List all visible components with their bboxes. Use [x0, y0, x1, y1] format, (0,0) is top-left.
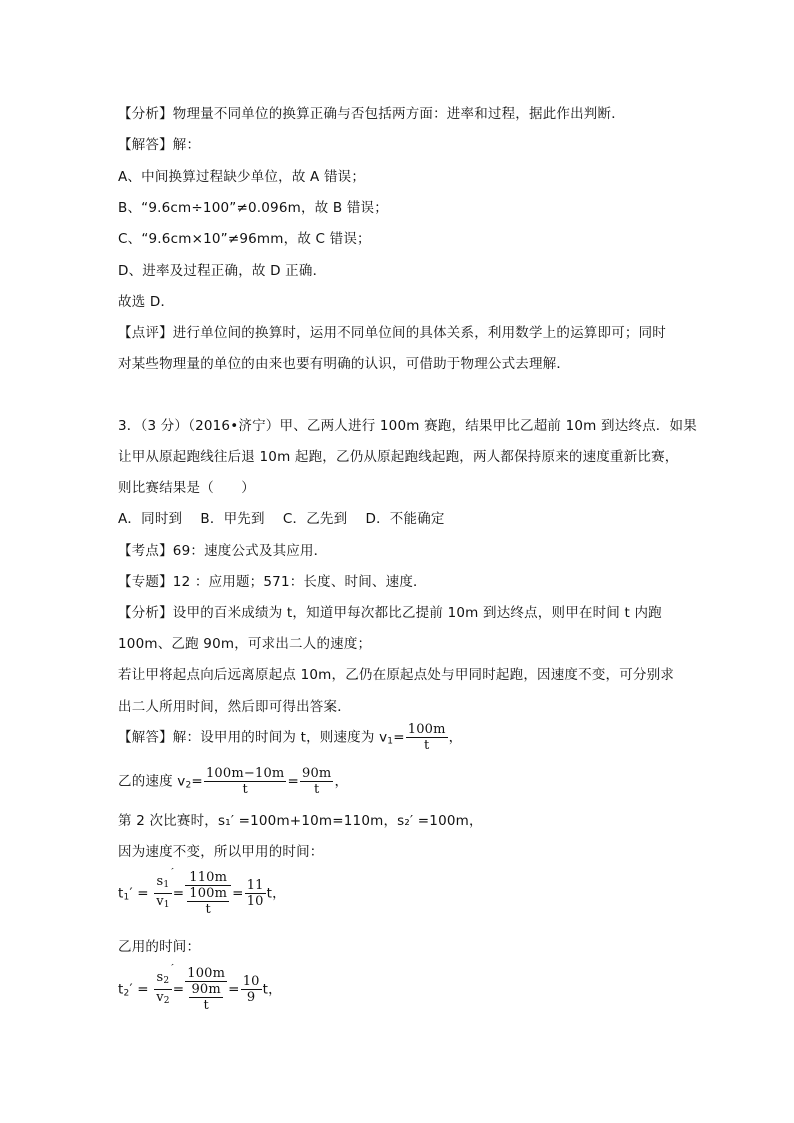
analysis2-line-1: 【分析】设甲的百米成绩为 t，知道甲每次都比乙提前 10m 到达终点，则甲在时间 t 内跑 — [118, 605, 662, 621]
comment-line-1: 【点评】进行单位间的换算时，运用不同单位间的具体关系，利用数学上的运算即可；同时 — [118, 325, 666, 341]
solution-line-2 — [118, 766, 348, 797]
inner-numerator: 100m — [189, 886, 228, 901]
inner-fraction — [189, 982, 222, 1013]
compound-fraction — [185, 966, 227, 1013]
subscript: 1 — [387, 736, 394, 747]
variable: t — [118, 981, 124, 998]
question-line-3: 则比赛结果是（ ） — [118, 480, 255, 496]
fraction-denominator: t — [313, 782, 320, 797]
fraction-numerator: 100m — [187, 966, 226, 981]
equals-sign: = — [172, 885, 185, 902]
answer-option-d: D、进率及过程正确，故 D 正确． — [118, 263, 327, 279]
fraction — [241, 974, 262, 1005]
inner-numerator: 90m — [191, 982, 221, 997]
fraction-s-over-v — [154, 962, 175, 1009]
solution-line-3: 第 2 次比赛时，s₁′ =100m+10m=110m，s₂′ =100m， — [118, 813, 483, 829]
symbol-s: s — [156, 970, 164, 985]
fraction-denominator — [154, 990, 171, 1009]
choice-line: 故选 D． — [118, 294, 175, 310]
answer-heading: 【解答】解： — [118, 137, 201, 153]
symbol-v: v — [156, 894, 164, 909]
equals-sign: = — [232, 885, 244, 902]
fraction — [300, 766, 333, 797]
solution-line-4: 因为速度不变，所以甲用的时间： — [118, 844, 324, 860]
punctuation: ， — [334, 773, 349, 790]
fraction — [406, 722, 448, 753]
symbol-s: s — [156, 874, 164, 889]
equals-sign: = — [287, 773, 299, 790]
prime-equals: ′ = — [129, 981, 149, 998]
subscript: 2 — [163, 976, 170, 986]
equals-sign: = — [228, 981, 240, 998]
variable: t — [118, 885, 124, 902]
inner-denominator: t — [203, 998, 209, 1013]
equation-t1 — [118, 866, 286, 917]
subscript: 2 — [185, 780, 192, 791]
inner-fraction — [187, 886, 229, 917]
fraction-denominator — [185, 886, 231, 917]
subscript: 1 — [123, 892, 130, 903]
fraction-numerator — [154, 866, 175, 894]
knowledge-point: 【考点】69：速度公式及其应用． — [118, 543, 328, 559]
fraction — [204, 766, 287, 797]
fraction-numerator: 90m — [301, 766, 332, 781]
result-suffix: t， — [262, 981, 282, 998]
analysis2-line-2: 100m、乙跑 90m，可求出二人的速度； — [118, 636, 372, 652]
fraction-s-over-v — [154, 866, 175, 913]
fraction-numerator: 110m — [185, 870, 231, 886]
compound-fraction — [185, 870, 231, 917]
solution-line-5: 乙用的时间： — [118, 939, 201, 955]
fraction-numerator: 10 — [242, 974, 260, 989]
equals-sign: = — [191, 773, 203, 790]
equation-t2 — [118, 962, 282, 1013]
fraction-denominator: t — [242, 782, 248, 797]
analysis2-line-3: 若让甲将起点向后远离原起点 10m，乙仍在原起点处与甲同时起跑，因速度不变，可分别求 — [118, 667, 675, 683]
question-options: A．同时到 B．甲先到 C．乙先到 D．不能确定 — [118, 511, 445, 527]
fraction-numerator: 100m — [407, 722, 446, 737]
answer-option-c: C、“9.6cm×10”≠96mm，故 C 错误； — [118, 231, 371, 247]
subscript: 2 — [123, 988, 130, 999]
inner-denominator: t — [205, 902, 211, 917]
subscript: 2 — [163, 996, 170, 1006]
equals-sign: = — [393, 729, 405, 746]
question-line-2: 让甲从原起跑线往后退 10m 起跑，乙仍从原起跑线起跑，两人都保持原来的速度重新比赛， — [118, 449, 679, 465]
fraction-numerator: 11 — [246, 878, 264, 893]
symbol-v: v — [156, 990, 164, 1005]
fraction-denominator — [185, 982, 227, 1013]
equals-sign: = — [172, 981, 185, 998]
fraction-numerator: 100m−10m — [205, 766, 285, 781]
comment-line-2: 对某些物理量的单位的由来也要有明确的认识，可借助于物理公式去理解． — [118, 356, 571, 372]
fraction-numerator — [154, 962, 175, 990]
fraction — [245, 878, 266, 909]
prime-mark: ′ — [168, 866, 175, 879]
solution-text: 【解答】解：设甲用的时间为 t，则速度为 v — [118, 729, 388, 746]
answer-option-b: B、“9.6cm÷100”≠0.096m，故 B 错误； — [118, 200, 388, 216]
fraction-denominator — [154, 894, 171, 913]
answer-option-a: A、中间换算过程缺少单位，故 A 错误； — [118, 169, 366, 185]
topic-line: 【专题】12 ：应用题；571：长度、时间、速度． — [118, 574, 427, 590]
subscript: 1 — [163, 880, 170, 890]
subscript: 1 — [163, 900, 170, 910]
prime-mark: ′ — [168, 962, 175, 975]
analysis2-line-4: 出二人所用时间，然后即可得出答案． — [118, 699, 351, 715]
analysis-line: 【分析】物理量不同单位的换算正确与否包括两方面：进率和过程，据此作出判断． — [118, 106, 625, 122]
punctuation: ， — [448, 729, 463, 746]
question-line-1: 3．（3 分）（2016•济宁）甲、乙两人进行 100m 赛跑，结果甲比乙超前 10m 到达终点．如果 — [118, 418, 697, 434]
fraction-denominator: t — [423, 738, 430, 753]
prime-equals: ′ = — [129, 885, 149, 902]
solution-text: 乙的速度 v — [118, 773, 186, 790]
solution-line-1 — [118, 722, 462, 753]
result-suffix: t， — [266, 885, 286, 902]
fraction-denominator: 10 — [246, 894, 264, 909]
fraction-denominator: 9 — [246, 990, 256, 1005]
